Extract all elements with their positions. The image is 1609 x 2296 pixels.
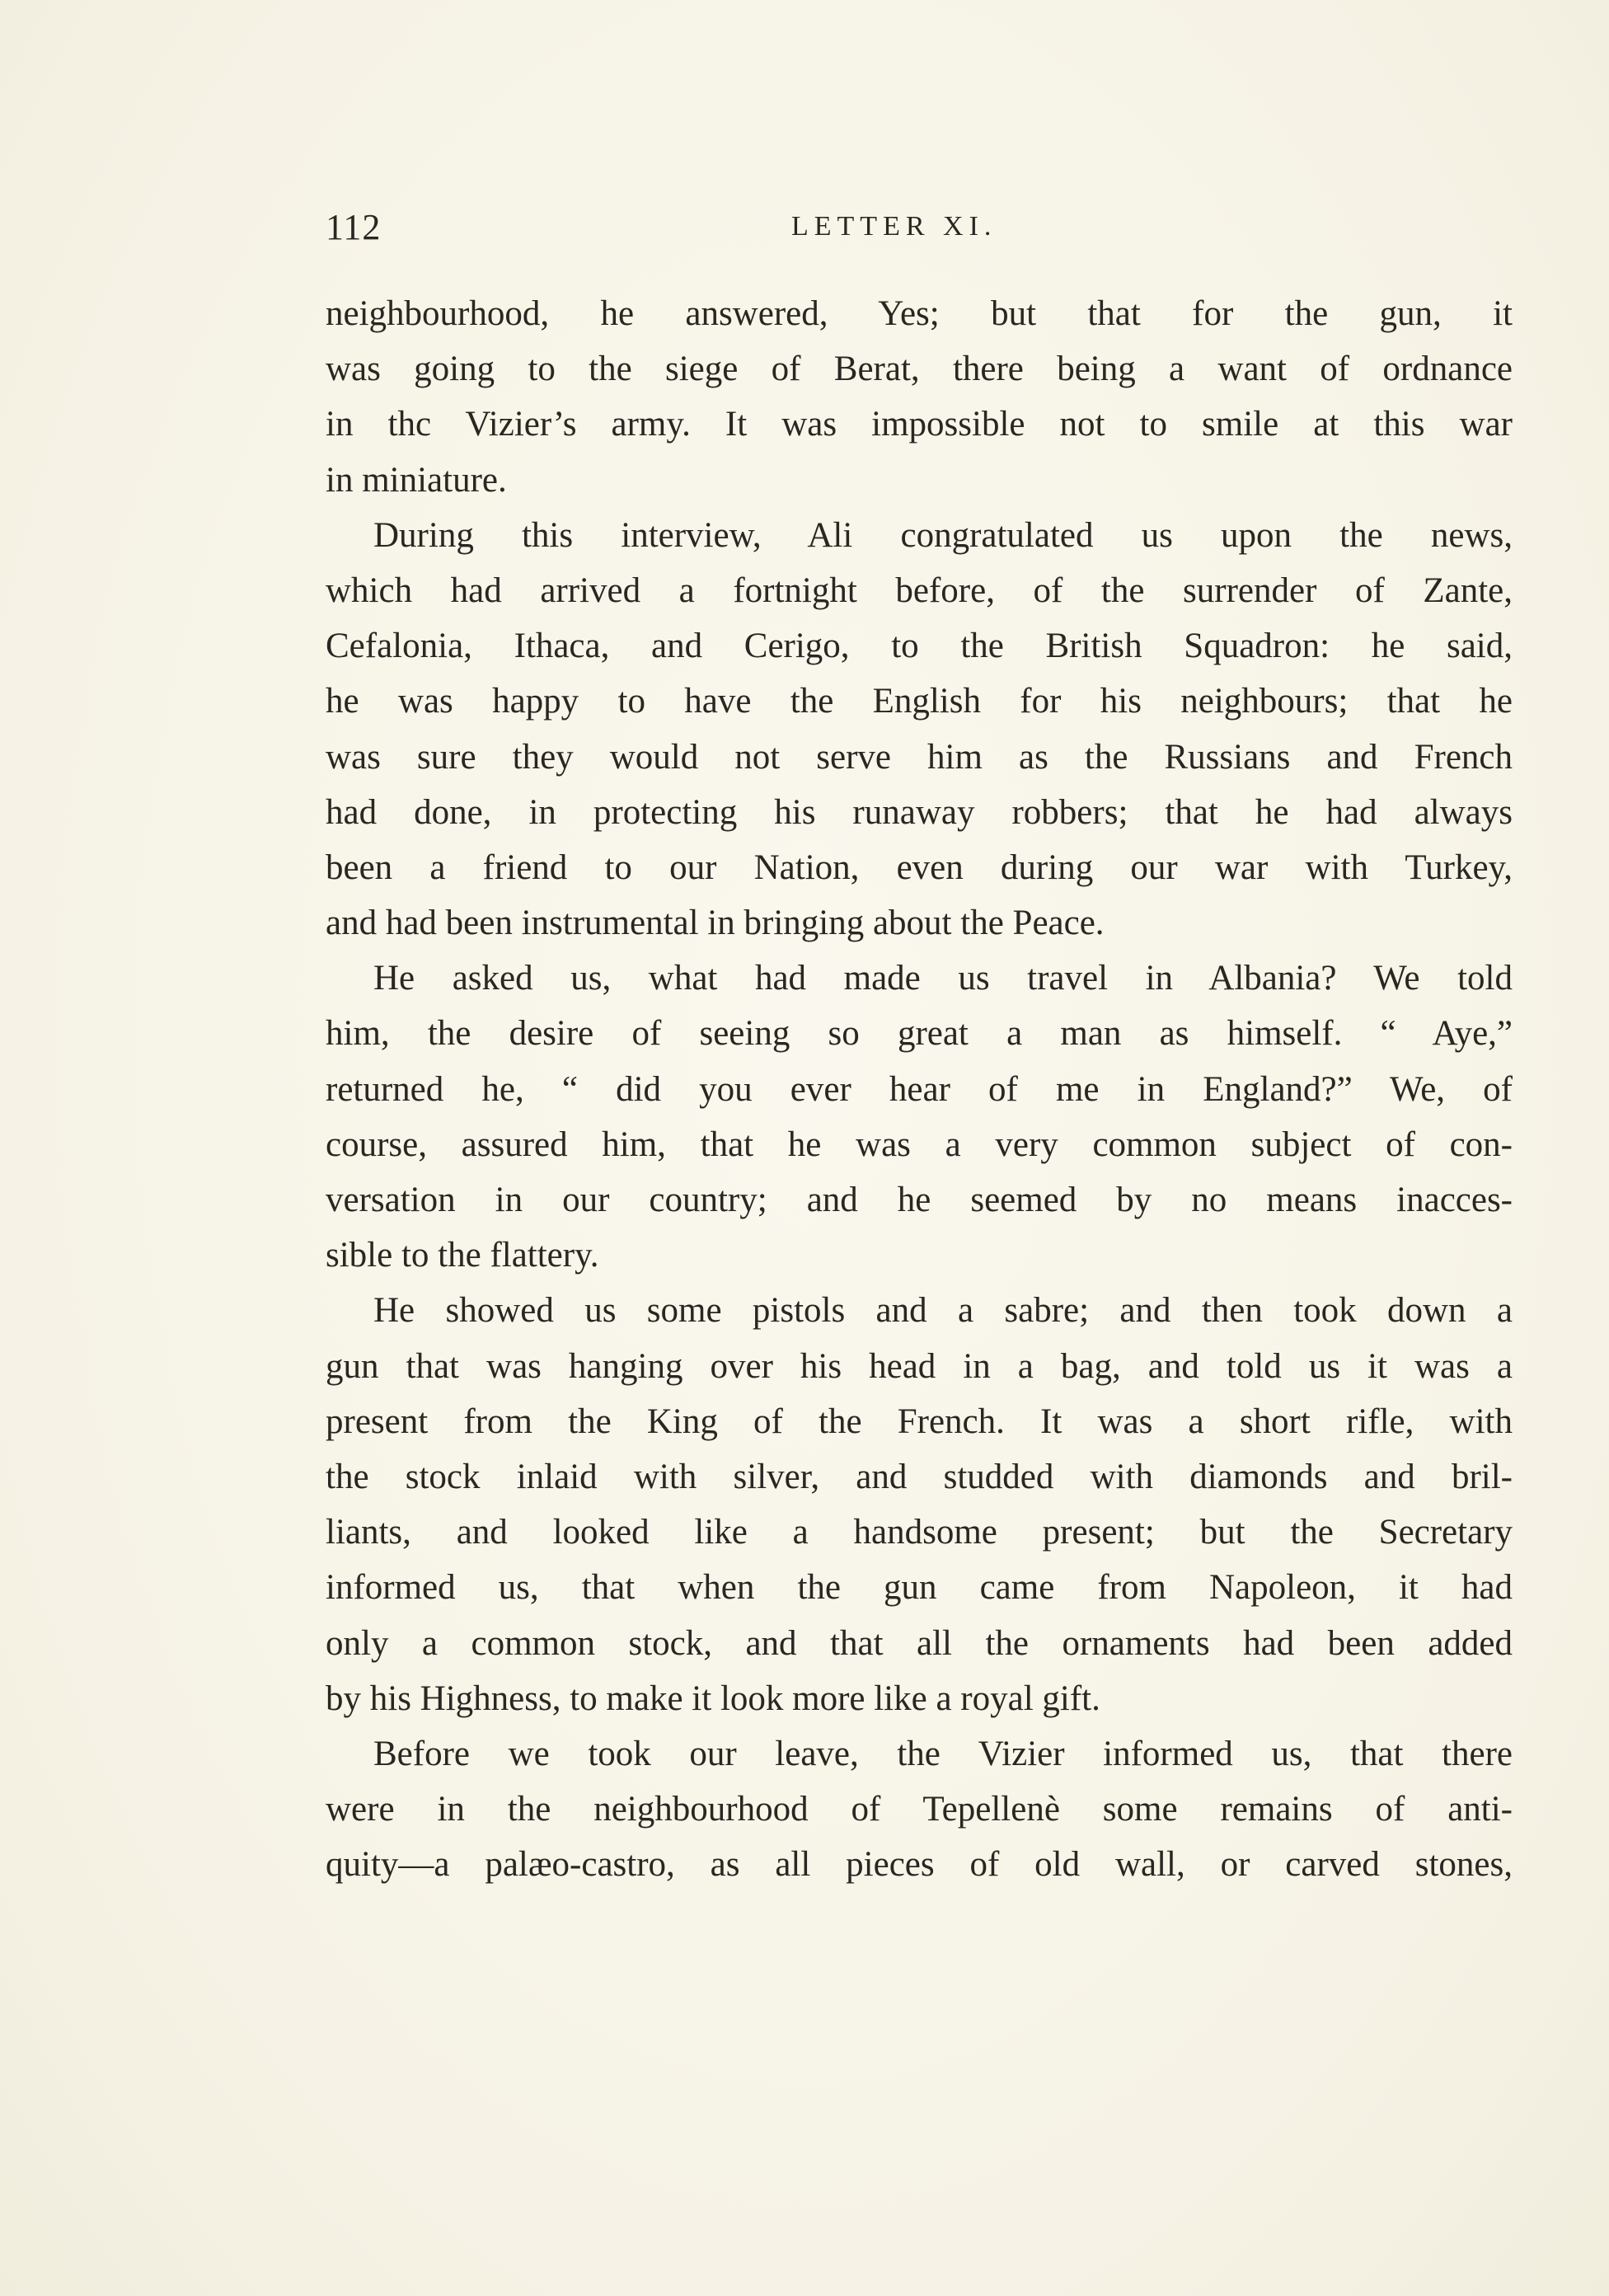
text-line: were in the neighbourhood of Tepellenè some remains of anti-: [326, 1790, 1513, 1829]
page-header: [326, 206, 1513, 256]
body-text: [326, 286, 1513, 1892]
text-line: informed us, that when the gun came from Napoleon, it had: [326, 1568, 1513, 1608]
text-line: in thc Vizier’s army. It was impossible not to smile at this war: [326, 405, 1513, 444]
text-line: Before we took our leave, the Vizier informed us, that there: [373, 1734, 1513, 1773]
text-line: gun that was hanging over his head in a bag, and told us it was a: [326, 1346, 1513, 1386]
text-line: He asked us, what had made us travel in Albania? We told: [373, 959, 1513, 998]
text-line: returned he, “ did you ever hear of me in England?” We, of: [326, 1069, 1513, 1109]
text-line: only a common stock, and that all the ornaments had been added: [326, 1623, 1513, 1663]
text-line: During this interview, Ali congratulated us upon the news,: [373, 515, 1513, 555]
text-line: by his Highness, to make it look more like a royal gift.: [326, 1679, 1100, 1718]
text-line: in miniature.: [326, 460, 507, 500]
text-line: course, assured him, that he was a very common subject of con-: [326, 1125, 1513, 1164]
text-line: versation in our country; and he seemed by no means inacces-: [326, 1181, 1513, 1219]
text-line: present from the King of the French. It was a short rifle, with: [326, 1402, 1513, 1441]
text-line: quity—a palæo-castro, as all pieces of old wall, or carved stones,: [326, 1845, 1513, 1885]
text-line: was sure they would not serve him as the Russians and French: [326, 737, 1513, 777]
text-line: been a friend to our Nation, even during our war with Turkey,: [326, 848, 1513, 887]
text-line: had done, in protecting his runaway robbers; that he had always: [326, 792, 1513, 832]
text-line: Cefalonia, Ithaca, and Cerigo, to the British Squadron: he said,: [326, 627, 1513, 666]
page-number: 112: [326, 207, 382, 247]
text-line: was going to the siege of Berat, there being a want of ordnance: [326, 350, 1513, 389]
text-line: the stock inlaid with silver, and studded with diamonds and bril-: [326, 1457, 1513, 1496]
text-line: sible to the flattery.: [326, 1236, 599, 1275]
text-line: which had arrived a fortnight before, of the surrender of Zante,: [326, 570, 1513, 610]
text-line: neighbourhood, he answered, Yes; but that for the gun, it: [326, 294, 1513, 333]
text-line: He showed us some pistols and a sabre; and then took down a: [373, 1291, 1513, 1331]
running-head: LETTER XI.: [791, 211, 997, 242]
text-line: liants, and looked like a handsome present; but the Secretary: [326, 1513, 1513, 1552]
text-line: he was happy to have the English for his neighbours; that he: [326, 682, 1513, 721]
text-line: and had been instrumental in bringing about the Peace.: [326, 904, 1105, 943]
text-line: him, the desire of seeing so great a man as himself. “ Aye,”: [326, 1014, 1513, 1054]
